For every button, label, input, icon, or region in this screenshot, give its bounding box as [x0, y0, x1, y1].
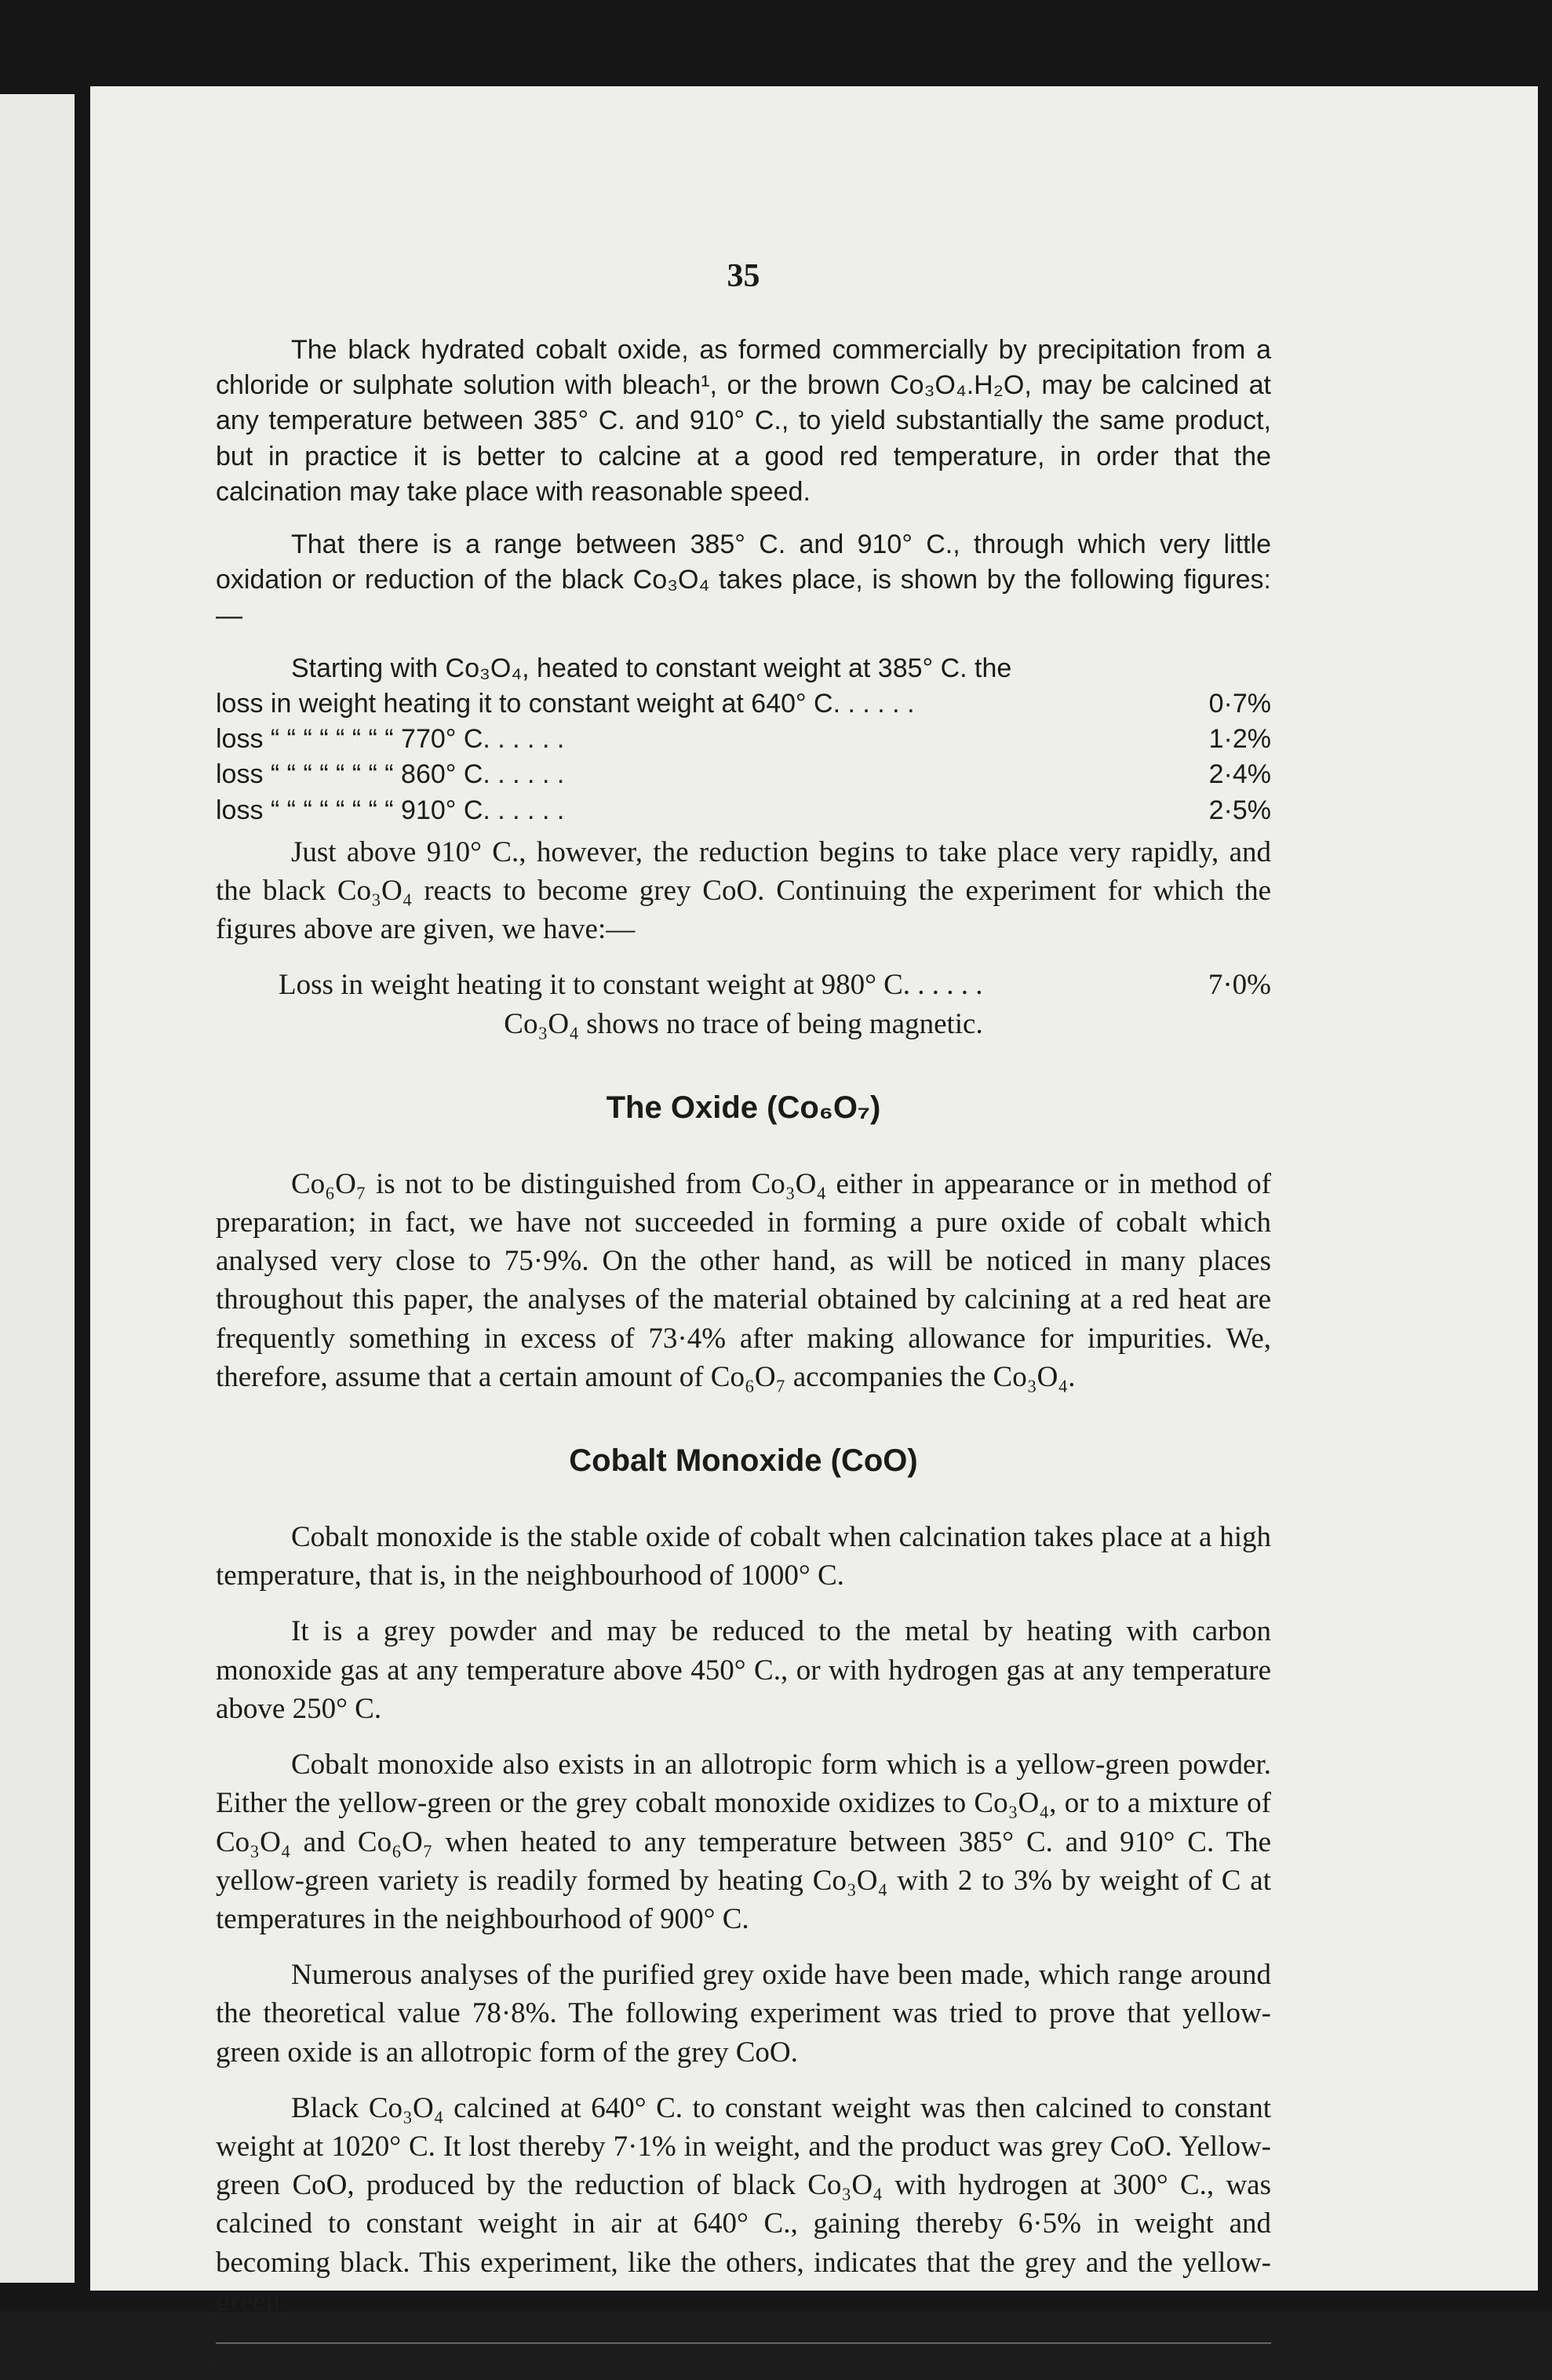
paragraph-hydrated-oxide: The black hydrated cobalt oxide, as formed commercially by precipitation from a chloride or sulphate solution with bleach¹, or the brown Co₃O₄.H₂O, may be calcined at any temperature between 385° C. and 910° C., to yield substantially the same product, but in practice it is better to calcine at a good red temperature, in order that the calcination may take place with reasonable speed.: [216, 335, 1271, 507]
previous-page-edge: [0, 94, 75, 2283]
figures-list: [216, 651, 1271, 828]
loss-980-row: [216, 966, 1271, 1004]
figures-row-text: loss “ “ “ “ “ “ “ “ 860° C. . . . . .: [216, 759, 565, 790]
page-number: 35: [727, 258, 760, 294]
heading-cobalt-monoxide: Cobalt Monoxide (CoO): [569, 1443, 918, 1479]
figures-row-value: 0·7%: [1208, 688, 1271, 719]
paragraph-temperature-range: That there is a range between 385° C. and 910° C., through which very little oxidation or reduction of the black Co₃O₄ takes place, is shown by the following figures:—: [216, 529, 1271, 631]
paragraph-allotropic-form: Cobalt monoxide also exists in an allotropic form which is a yellow-green powder. Either the yellow-green or the grey cobalt monoxide oxidizes to Co₃O₄, or to a mixture of Co₃O₄ and Co₆O₇ when heated to any temperature between 385° C. and 910° C. The yellow-green variety is readily formed by heating Co₃O₄ with 2 to 3% by weight of C at temperatures in the neighbourhood of 900° C.: [216, 1749, 1271, 1935]
figures-row: [216, 757, 1271, 792]
figures-row: [216, 793, 1271, 828]
figures-row-value: 1·2%: [1208, 724, 1271, 755]
loss-980-value: 7·0%: [1208, 969, 1271, 1002]
figures-row-text: loss “ “ “ “ “ “ “ “ 910° C. . . . . .: [216, 795, 565, 825]
footnote-divider: [216, 2342, 1271, 2344]
figures-row: [216, 686, 1271, 722]
figures-row-text: loss in weight heating it to constant weight at 640° C. . . . . .: [216, 688, 915, 719]
figures-row-text: loss “ “ “ “ “ “ “ “ 770° C. . . . . .: [216, 724, 565, 755]
not-magnetic-line: Co₃O₄ shows no trace of being magnetic.: [504, 1007, 983, 1040]
footnote: ¹See page 3: [216, 2356, 304, 2377]
loss-980-text: Loss in weight heating it to constant weight at 980° C. . . . . .: [279, 969, 983, 1002]
paragraph-analyses: Numerous analyses of the purified grey oxide have been made, which range around the theoretical value 78·8%. The following experiment was tried to prove that yellow-green oxide is an allotropic form of the grey CoO.: [216, 1959, 1271, 2069]
paragraph-experiment: Black Co₃O₄ calcined at 640° C. to constant weight was then calcined to constant weight at 1020° C. It lost thereby 7·1% in weight, and the product was grey CoO. Yellow-green CoO, produced by the reduction of black Co₃O₄ with hydrogen at 300° C., was calcined to constant weight in air at 640° C., gaining thereby 6·5% in weight and becoming black. This experiment, like the others, indicates that the grey and the yellow-green: [216, 2091, 1271, 2317]
page-content: [216, 257, 1271, 2380]
paragraph-stable-oxide: Cobalt monoxide is the stable oxide of cobalt when calcination takes place at a high temperature, that is, in the neighbourhood of 1000° C.: [216, 1521, 1271, 1592]
figures-row: [216, 651, 1271, 686]
paragraph-reduction: Just above 910° C., however, the reduction begins to take place very rapidly, and the black Co₃O₄ reacts to become grey CoO. Continuing the experiment for which the figures above are given, we have:—: [216, 835, 1271, 946]
figures-row-value: [1153, 651, 1271, 686]
figures-row-text: Starting with Co₃O₄, heated to constant weight at 385° C. the: [291, 653, 1012, 683]
figures-row: [216, 722, 1271, 757]
page: [90, 86, 1538, 2377]
figures-row-value: 2·5%: [1208, 795, 1271, 825]
paragraph-co6o7: Co₆O₇ is not to be distinguished from Co₃O₄ either in appearance or in method of preparation; in fact, we have not succeeded in forming a pure oxide of cobalt which analysed very close to 75·9%. On the other hand, as will be noticed in many places throughout this paper, the analyses of the material obtained by calcining at a red heat are frequently something in excess of 73·4% after making allowance for impurities. We, therefore, assume that a certain amount of Co₆O₇ accompanies the Co₃O₄.: [216, 1167, 1271, 1393]
figures-row-value: 2·4%: [1208, 759, 1271, 790]
heading-the-oxide: The Oxide (Co₆O₇): [606, 1090, 881, 1125]
paragraph-grey-powder: It is a grey powder and may be reduced to the metal by heating with carbon monoxide gas at any temperature above 450° C., or with hydrogen gas at any temperature above 250° C.: [216, 1615, 1271, 1725]
